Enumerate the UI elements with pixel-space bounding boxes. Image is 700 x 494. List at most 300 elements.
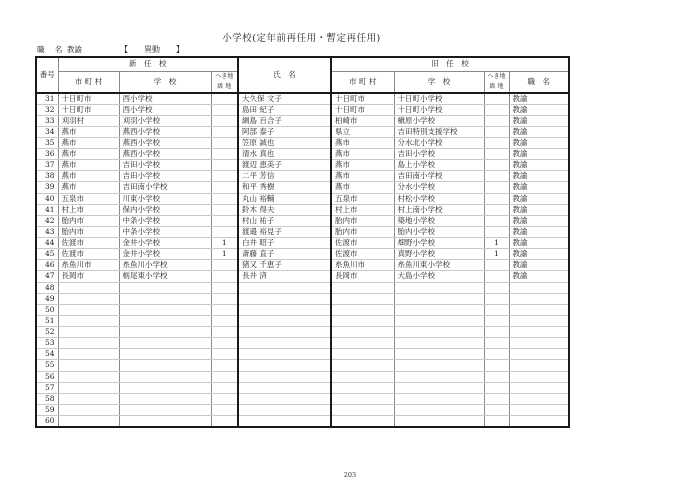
cell-new-city: 燕市 (58, 137, 119, 148)
cell-old-school: 村上南小学校 (394, 204, 484, 215)
cell-new-hekichi (211, 260, 238, 271)
cell-no: 32 (36, 104, 58, 115)
hekichi-line1: へき地 (215, 72, 234, 80)
table-row (36, 126, 569, 137)
cell-new-city: 胎内市 (58, 215, 119, 226)
cell-old-city: 十日町市 (331, 93, 394, 105)
cell-old-school: 畑野小学校 (394, 238, 484, 249)
cell-new-hekichi (211, 193, 238, 204)
table-row (36, 327, 569, 338)
cell-old-school: 槇原小学校 (394, 115, 484, 126)
table-row (36, 293, 569, 304)
cell-name (238, 349, 331, 360)
cell-old-hekichi (484, 271, 509, 282)
cell-old-hekichi (484, 160, 509, 171)
cell-name: 白井 昭子 (238, 238, 331, 249)
cell-name (238, 282, 331, 293)
job-title-line (0, 44, 700, 55)
cell-job (509, 371, 569, 382)
cell-name: 鈴木 得夫 (238, 204, 331, 215)
cell-new-city (58, 282, 119, 293)
cell-new-school (119, 349, 211, 360)
table-header (36, 57, 569, 93)
cell-old-city: 燕市 (331, 171, 394, 182)
cell-old-city (331, 315, 394, 326)
cell-no: 44 (36, 238, 58, 249)
cell-old-school: 吉田南小学校 (394, 171, 484, 182)
cell-new-city: 長岡市 (58, 271, 119, 282)
cell-old-hekichi (484, 182, 509, 193)
cell-old-city: 県立 (331, 126, 394, 137)
cell-old-hekichi (484, 360, 509, 371)
cell-job: 教諭 (509, 260, 569, 271)
cell-name: 渡辺 恵美子 (238, 160, 331, 171)
cell-new-school (119, 293, 211, 304)
cell-old-city (331, 360, 394, 371)
cell-new-school: 中条小学校 (119, 215, 211, 226)
table-row (36, 238, 569, 249)
cell-old-school (394, 282, 484, 293)
cell-no: 56 (36, 371, 58, 382)
cell-new-hekichi (211, 382, 238, 393)
page-title: 小学校(定年前再任用・暫定再任用) (222, 33, 381, 44)
job-title-label: 職 名 (37, 45, 67, 54)
cell-old-city: 燕市 (331, 182, 394, 193)
table-row (36, 338, 569, 349)
cell-new-hekichi (211, 115, 238, 126)
cell-old-school (394, 416, 484, 428)
cell-name (238, 382, 331, 393)
page-number: 203 (343, 471, 357, 479)
cell-old-school: 吉田小学校 (394, 149, 484, 160)
cell-no: 40 (36, 193, 58, 204)
table-row (36, 271, 569, 282)
cell-new-city: 糸魚川市 (58, 260, 119, 271)
cell-old-city (331, 371, 394, 382)
cell-name (238, 360, 331, 371)
cell-old-hekichi (484, 304, 509, 315)
cell-new-school (119, 304, 211, 315)
cell-name: 笠原 誠也 (238, 137, 331, 148)
cell-old-school: 分水北小学校 (394, 137, 484, 148)
cell-new-city: 佐渡市 (58, 238, 119, 249)
cell-job (509, 327, 569, 338)
cell-old-city: 長岡市 (331, 271, 394, 282)
cell-name: 二平 芳信 (238, 171, 331, 182)
cell-no: 55 (36, 360, 58, 371)
cell-job: 教諭 (509, 249, 569, 260)
cell-name: 網島 百合子 (238, 115, 331, 126)
cell-old-school (394, 404, 484, 415)
cell-new-city (58, 360, 119, 371)
cell-old-school: 築地小学校 (394, 215, 484, 226)
cell-new-school (119, 371, 211, 382)
cell-old-hekichi (484, 349, 509, 360)
cell-new-hekichi (211, 171, 238, 182)
col-header-old-city: 市 町 村 (331, 71, 394, 93)
cell-old-school: 島上小学校 (394, 160, 484, 171)
cell-old-hekichi (484, 416, 509, 428)
cell-new-school: 中条小学校 (119, 226, 211, 237)
cell-new-school: 吉田小学校 (119, 171, 211, 182)
cell-new-hekichi (211, 360, 238, 371)
job-title-value: 教諭 (67, 45, 82, 54)
cell-no: 41 (36, 204, 58, 215)
cell-new-school: 刈羽小学校 (119, 115, 211, 126)
col-group-old-school: 旧 任 校 (331, 57, 569, 71)
cell-new-school: 糸魚川小学校 (119, 260, 211, 271)
cell-no: 49 (36, 293, 58, 304)
cell-old-hekichi (484, 315, 509, 326)
cell-old-hekichi (484, 371, 509, 382)
cell-old-city (331, 293, 394, 304)
col-header-name: 氏 名 (238, 57, 331, 93)
cell-new-hekichi (211, 327, 238, 338)
col-header-job-title: 職 名 (509, 71, 569, 93)
table-row (36, 204, 569, 215)
cell-old-school (394, 293, 484, 304)
cell-job (509, 393, 569, 404)
cell-no: 39 (36, 182, 58, 193)
cell-no: 37 (36, 160, 58, 171)
cell-old-city: 胎内市 (331, 215, 394, 226)
cell-name: 大久保 文子 (238, 93, 331, 105)
cell-job: 教諭 (509, 93, 569, 105)
cell-name: 清水 真也 (238, 149, 331, 160)
cell-new-school: 川東小学校 (119, 193, 211, 204)
cell-old-city (331, 338, 394, 349)
cell-name (238, 393, 331, 404)
cell-no: 54 (36, 349, 58, 360)
cell-old-school: 吉田特別支援学校 (394, 126, 484, 137)
cell-old-school (394, 382, 484, 393)
cell-job (509, 416, 569, 428)
cell-name: 村山 祐子 (238, 215, 331, 226)
cell-new-hekichi (211, 204, 238, 215)
cell-old-school: 分水小学校 (394, 182, 484, 193)
cell-old-hekichi (484, 104, 509, 115)
cell-old-city: 燕市 (331, 160, 394, 171)
cell-no: 34 (36, 126, 58, 137)
cell-new-city: 村上市 (58, 204, 119, 215)
cell-job (509, 282, 569, 293)
cell-job: 教諭 (509, 137, 569, 148)
cell-no: 52 (36, 327, 58, 338)
cell-old-school (394, 315, 484, 326)
cell-new-hekichi (211, 104, 238, 115)
cell-old-school: 糸魚川東小学校 (394, 260, 484, 271)
cell-old-hekichi (484, 282, 509, 293)
cell-job: 教諭 (509, 104, 569, 115)
cell-new-city (58, 293, 119, 304)
cell-no: 38 (36, 171, 58, 182)
cell-new-school: 栃尾東小学校 (119, 271, 211, 282)
cell-new-school (119, 327, 211, 338)
table-row (36, 371, 569, 382)
cell-new-hekichi (211, 149, 238, 160)
cell-old-school (394, 338, 484, 349)
cell-new-hekichi (211, 315, 238, 326)
cell-name: 猪又 千恵子 (238, 260, 331, 271)
cell-old-city: 佐渡市 (331, 249, 394, 260)
cell-old-school (394, 371, 484, 382)
cell-old-hekichi (484, 93, 509, 105)
cell-no: 50 (36, 304, 58, 315)
cell-job: 教諭 (509, 238, 569, 249)
cell-old-school: 十日町小学校 (394, 104, 484, 115)
cell-new-city: 五泉市 (58, 193, 119, 204)
cell-old-hekichi (484, 327, 509, 338)
cell-job (509, 315, 569, 326)
cell-new-city: 十日町市 (58, 104, 119, 115)
cell-new-hekichi: 1 (211, 249, 238, 260)
cell-name (238, 327, 331, 338)
cell-job (509, 382, 569, 393)
cell-new-school: 西小学校 (119, 93, 211, 105)
cell-no: 36 (36, 149, 58, 160)
cell-old-hekichi (484, 393, 509, 404)
col-header-new-school: 学 校 (119, 71, 211, 93)
cell-old-hekichi (484, 215, 509, 226)
cell-job (509, 349, 569, 360)
cell-new-hekichi (211, 304, 238, 315)
table-row (36, 226, 569, 237)
table-row (36, 360, 569, 371)
cell-new-school: 吉田南小学校 (119, 182, 211, 193)
cell-new-hekichi (211, 160, 238, 171)
cell-new-school: 燕西小学校 (119, 126, 211, 137)
cell-new-city (58, 393, 119, 404)
cell-old-hekichi: 1 (484, 238, 509, 249)
cell-new-city (58, 404, 119, 415)
cell-new-hekichi (211, 293, 238, 304)
cell-job: 教諭 (509, 226, 569, 237)
cell-old-school: 大島小学校 (394, 271, 484, 282)
table-row (36, 282, 569, 293)
cell-new-city: 胎内市 (58, 226, 119, 237)
cell-old-city (331, 404, 394, 415)
cell-new-hekichi (211, 349, 238, 360)
cell-old-hekichi (484, 149, 509, 160)
bracket-open: 【 (120, 45, 128, 54)
cell-old-hekichi (484, 226, 509, 237)
table-row (36, 393, 569, 404)
cell-new-hekichi: 1 (211, 238, 238, 249)
hekichi-line2: 級 地 (489, 82, 504, 90)
cell-new-hekichi (211, 338, 238, 349)
cell-old-hekichi (484, 293, 509, 304)
cell-new-school: 吉田小学校 (119, 160, 211, 171)
cell-old-school (394, 360, 484, 371)
cell-new-school (119, 404, 211, 415)
cell-new-city: 燕市 (58, 182, 119, 193)
cell-new-hekichi (211, 226, 238, 237)
cell-new-school: 西小学校 (119, 104, 211, 115)
cell-name (238, 304, 331, 315)
cell-new-school (119, 315, 211, 326)
cell-new-hekichi (211, 137, 238, 148)
cell-old-city (331, 382, 394, 393)
table-row (36, 182, 569, 193)
cell-new-city (58, 416, 119, 428)
cell-old-school: 村松小学校 (394, 193, 484, 204)
cell-new-school (119, 282, 211, 293)
cell-old-school (394, 327, 484, 338)
cell-old-hekichi (484, 204, 509, 215)
transfer-label: 異動 (144, 45, 160, 54)
cell-old-school (394, 349, 484, 360)
table-row (36, 193, 569, 204)
cell-new-hekichi (211, 282, 238, 293)
col-group-new-school: 新 任 校 (58, 57, 238, 71)
cell-new-hekichi (211, 215, 238, 226)
cell-new-city (58, 315, 119, 326)
cell-old-hekichi: 1 (484, 249, 509, 260)
cell-old-city (331, 282, 394, 293)
col-header-old-school: 学 校 (394, 71, 484, 93)
cell-no: 58 (36, 393, 58, 404)
cell-no: 42 (36, 215, 58, 226)
table-row (36, 349, 569, 360)
cell-job: 教諭 (509, 204, 569, 215)
cell-name (238, 315, 331, 326)
cell-no: 60 (36, 416, 58, 428)
cell-job (509, 404, 569, 415)
cell-new-city: 燕市 (58, 149, 119, 160)
cell-name: 長井 済 (238, 271, 331, 282)
cell-no: 53 (36, 338, 58, 349)
cell-name (238, 404, 331, 415)
cell-old-hekichi (484, 126, 509, 137)
cell-new-city: 燕市 (58, 171, 119, 182)
table-row (36, 149, 569, 160)
table-row (36, 93, 569, 105)
cell-name (238, 371, 331, 382)
cell-old-school (394, 304, 484, 315)
cell-new-city (58, 338, 119, 349)
cell-new-city (58, 327, 119, 338)
transfer-bracket (120, 44, 184, 55)
cell-new-school (119, 393, 211, 404)
cell-name: 斎藤 直子 (238, 249, 331, 260)
table-row (36, 304, 569, 315)
cell-old-school: 真野小学校 (394, 249, 484, 260)
cell-new-school: 燕西小学校 (119, 149, 211, 160)
table-row (36, 115, 569, 126)
table-row (36, 249, 569, 260)
col-header-new-city: 市 町 村 (58, 71, 119, 93)
cell-old-hekichi (484, 338, 509, 349)
cell-no: 43 (36, 226, 58, 237)
cell-no: 48 (36, 282, 58, 293)
cell-name (238, 293, 331, 304)
cell-old-city: 五泉市 (331, 193, 394, 204)
cell-new-school: 保内小学校 (119, 204, 211, 215)
col-header-new-hekichi (211, 71, 238, 93)
hekichi-line1: へき地 (487, 72, 506, 80)
cell-new-school (119, 360, 211, 371)
cell-name (238, 416, 331, 428)
cell-new-hekichi (211, 271, 238, 282)
reappointment-table (35, 56, 570, 428)
cell-old-hekichi (484, 193, 509, 204)
cell-no: 51 (36, 315, 58, 326)
table-row (36, 404, 569, 415)
cell-new-city (58, 304, 119, 315)
cell-old-city (331, 304, 394, 315)
table-row (36, 315, 569, 326)
cell-new-school: 金井小学校 (119, 238, 211, 249)
cell-name: 阿部 泰子 (238, 126, 331, 137)
cell-job: 教諭 (509, 215, 569, 226)
cell-job: 教諭 (509, 171, 569, 182)
cell-name: 渡邉 裕見子 (238, 226, 331, 237)
cell-new-school: 金井小学校 (119, 249, 211, 260)
cell-job: 教諭 (509, 160, 569, 171)
cell-new-hekichi (211, 371, 238, 382)
cell-name (238, 338, 331, 349)
cell-no: 59 (36, 404, 58, 415)
cell-old-hekichi (484, 137, 509, 148)
cell-job: 教諭 (509, 182, 569, 193)
cell-job: 教諭 (509, 126, 569, 137)
cell-new-city: 燕市 (58, 126, 119, 137)
cell-new-hekichi (211, 182, 238, 193)
table-body (36, 93, 569, 428)
cell-new-city (58, 371, 119, 382)
cell-old-hekichi (484, 382, 509, 393)
cell-old-city (331, 416, 394, 428)
cell-old-city (331, 327, 394, 338)
cell-new-school (119, 338, 211, 349)
cell-new-school: 燕西小学校 (119, 137, 211, 148)
cell-name: 丸山 裕輔 (238, 193, 331, 204)
cell-old-school: 十日町小学校 (394, 93, 484, 105)
cell-new-city: 燕市 (58, 160, 119, 171)
table-row (36, 382, 569, 393)
table-row (36, 260, 569, 271)
cell-name: 島田 紀子 (238, 104, 331, 115)
cell-old-hekichi (484, 260, 509, 271)
cell-new-school (119, 416, 211, 428)
cell-no: 33 (36, 115, 58, 126)
cell-name: 和平 秀樹 (238, 182, 331, 193)
cell-old-city (331, 349, 394, 360)
col-header-number: 番号 (36, 57, 58, 93)
cell-old-hekichi (484, 171, 509, 182)
table-row (36, 160, 569, 171)
cell-no: 31 (36, 93, 58, 105)
cell-new-city: 十日町市 (58, 93, 119, 105)
cell-old-city: 佐渡市 (331, 238, 394, 249)
cell-old-school: 胎内小学校 (394, 226, 484, 237)
cell-no: 35 (36, 137, 58, 148)
cell-no: 47 (36, 271, 58, 282)
cell-old-city (331, 393, 394, 404)
cell-job: 教諭 (509, 115, 569, 126)
table-row (36, 137, 569, 148)
cell-new-city: 刈羽村 (58, 115, 119, 126)
cell-new-hekichi (211, 416, 238, 428)
cell-old-city: 十日町市 (331, 104, 394, 115)
cell-new-city (58, 349, 119, 360)
cell-no: 45 (36, 249, 58, 260)
cell-old-city: 村上市 (331, 204, 394, 215)
cell-new-city: 佐渡市 (58, 249, 119, 260)
col-header-old-hekichi (484, 71, 509, 93)
cell-new-city (58, 382, 119, 393)
cell-old-city: 胎内市 (331, 226, 394, 237)
